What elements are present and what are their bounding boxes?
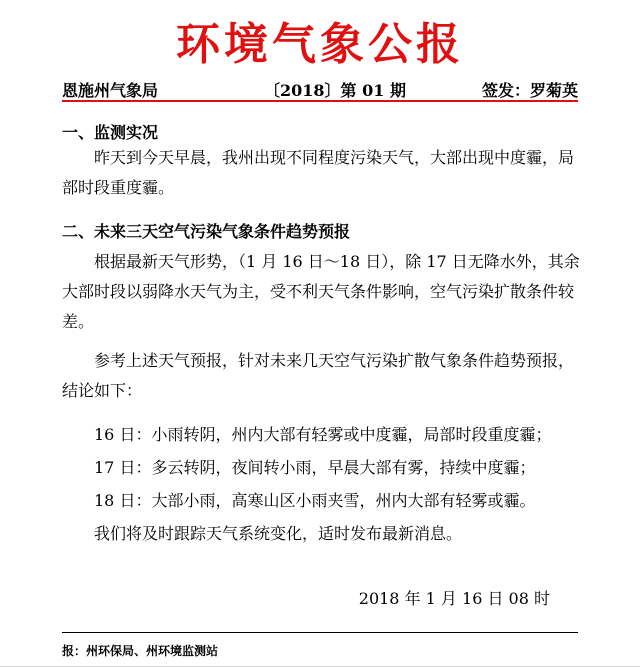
- section-heading-forecast: 二、未来三天空气污染气象条件趋势预报: [62, 222, 351, 241]
- monitoring-paragraph: 昨天到今天早晨，我州出现不同程度污染天气，大部出现中度霾，局部时段重度霾。: [62, 148, 575, 197]
- header-divider: [62, 100, 578, 102]
- closing-statement: 我们将及时跟踪天气系统变化，适时发布最新消息。: [94, 524, 463, 543]
- section-heading-monitoring: 一、监测实况: [62, 123, 159, 142]
- issue-date: 2018 年 1 月 16 日 08 时: [358, 589, 550, 608]
- bulletin-header: [62, 74, 578, 100]
- forecast-paragraph-2: 参考上述天气预报，针对未来几天空气污染扩散气象条件趋势预报，结论如下：: [62, 351, 575, 400]
- distribution-list: 报：州环保局、州环境监测站: [62, 644, 219, 658]
- signer-label: 签发：罗菊英: [481, 81, 578, 100]
- footer-divider: [62, 632, 578, 633]
- bulletin-title: 环境气象公报: [176, 19, 464, 70]
- issue-number: 〔2018〕第 01 期: [264, 81, 406, 100]
- forecast-day-16: 16 日：小雨转阴，州内大部有轻雾或中度霾，局部时段重度霾；: [94, 425, 552, 444]
- forecast-day-18: 18 日：大部小雨，高寒山区小雨夹雪，州内大部有轻雾或霾。: [94, 491, 536, 510]
- issuer-label: 恩施州气象局: [62, 81, 159, 100]
- forecast-day-17: 17 日：多云转阴，夜间转小雨，早晨大部有雾，持续中度霾；: [94, 458, 536, 477]
- forecast-paragraph-1: 根据最新天气形势，（1 月 16 日～18 日），除 17 日无降水外，其余大部时段以弱降水天气为主，受不利天气条件影响，空气污染扩散条件较差。: [62, 252, 580, 331]
